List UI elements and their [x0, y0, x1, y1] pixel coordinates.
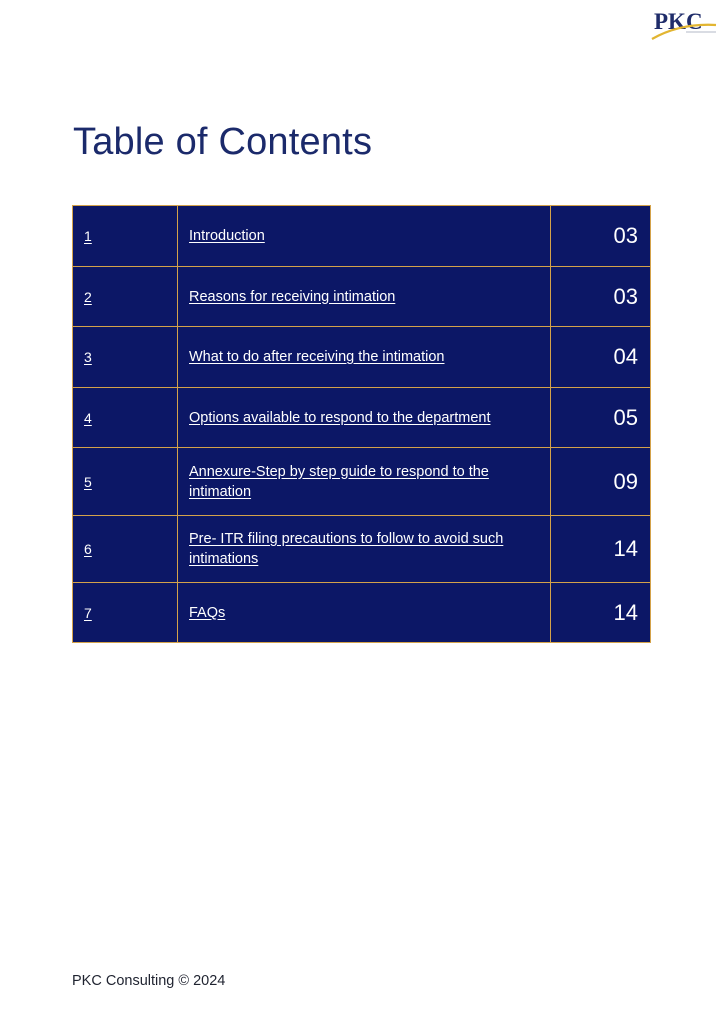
- toc-page-number: 05: [551, 388, 651, 448]
- toc-number-cell: [73, 388, 178, 448]
- toc-number-cell: [73, 448, 178, 516]
- toc-row: [73, 448, 651, 516]
- page-title: Table of Contents: [73, 121, 373, 163]
- toc-row: [73, 516, 651, 583]
- toc-page-number: 03: [551, 267, 651, 327]
- toc-title-cell: [178, 267, 551, 327]
- toc-number-link[interactable]: 7: [84, 604, 92, 621]
- toc-row: [73, 583, 651, 643]
- toc-number-link[interactable]: 5: [84, 473, 92, 490]
- toc-title-cell: [178, 206, 551, 267]
- toc-title-cell: [178, 327, 551, 388]
- toc-title-link[interactable]: Introduction: [189, 228, 265, 244]
- table-of-contents: [72, 205, 651, 643]
- toc-number-cell: [73, 206, 178, 267]
- toc-title-link[interactable]: Annexure-Step by step guide to respond to the intimation: [189, 463, 489, 500]
- toc-page-number: 14: [551, 583, 651, 643]
- toc-row: [73, 206, 651, 267]
- toc-row: [73, 327, 651, 388]
- toc-title-link[interactable]: FAQs: [189, 604, 226, 621]
- toc-title-cell: [178, 388, 551, 448]
- toc-title-link[interactable]: Reasons for receiving intimation: [189, 288, 396, 305]
- toc-number-cell: [73, 327, 178, 388]
- toc-title-cell: [178, 448, 551, 516]
- toc-title-link[interactable]: Pre- ITR filing precautions to follow to avoid such intimations: [189, 531, 504, 567]
- toc-title-link[interactable]: Options available to respond to the department: [189, 409, 491, 426]
- toc-number-link[interactable]: 2: [84, 288, 92, 305]
- toc-row: [73, 388, 651, 448]
- toc-number-link[interactable]: 4: [84, 409, 92, 426]
- toc-page-number: 14: [551, 516, 651, 583]
- footer-copyright: PKC Consulting © 2024: [72, 973, 226, 989]
- toc-page-number: 04: [551, 327, 651, 388]
- company-logo: [650, 8, 718, 42]
- toc-title-cell: [178, 516, 551, 583]
- toc-title-link[interactable]: What to do after receiving the intimation: [189, 349, 445, 365]
- toc-number-link[interactable]: 6: [84, 541, 92, 557]
- toc-page-number: 03: [551, 206, 651, 267]
- toc-row: [73, 267, 651, 327]
- logo-text: PKC: [654, 9, 703, 34]
- toc-number-link[interactable]: 3: [84, 349, 92, 365]
- toc-title-cell: [178, 583, 551, 643]
- toc-number-link[interactable]: 1: [84, 228, 92, 244]
- toc-page-number: 09: [551, 448, 651, 516]
- toc-number-cell: [73, 267, 178, 327]
- toc-number-cell: [73, 583, 178, 643]
- toc-number-cell: [73, 516, 178, 583]
